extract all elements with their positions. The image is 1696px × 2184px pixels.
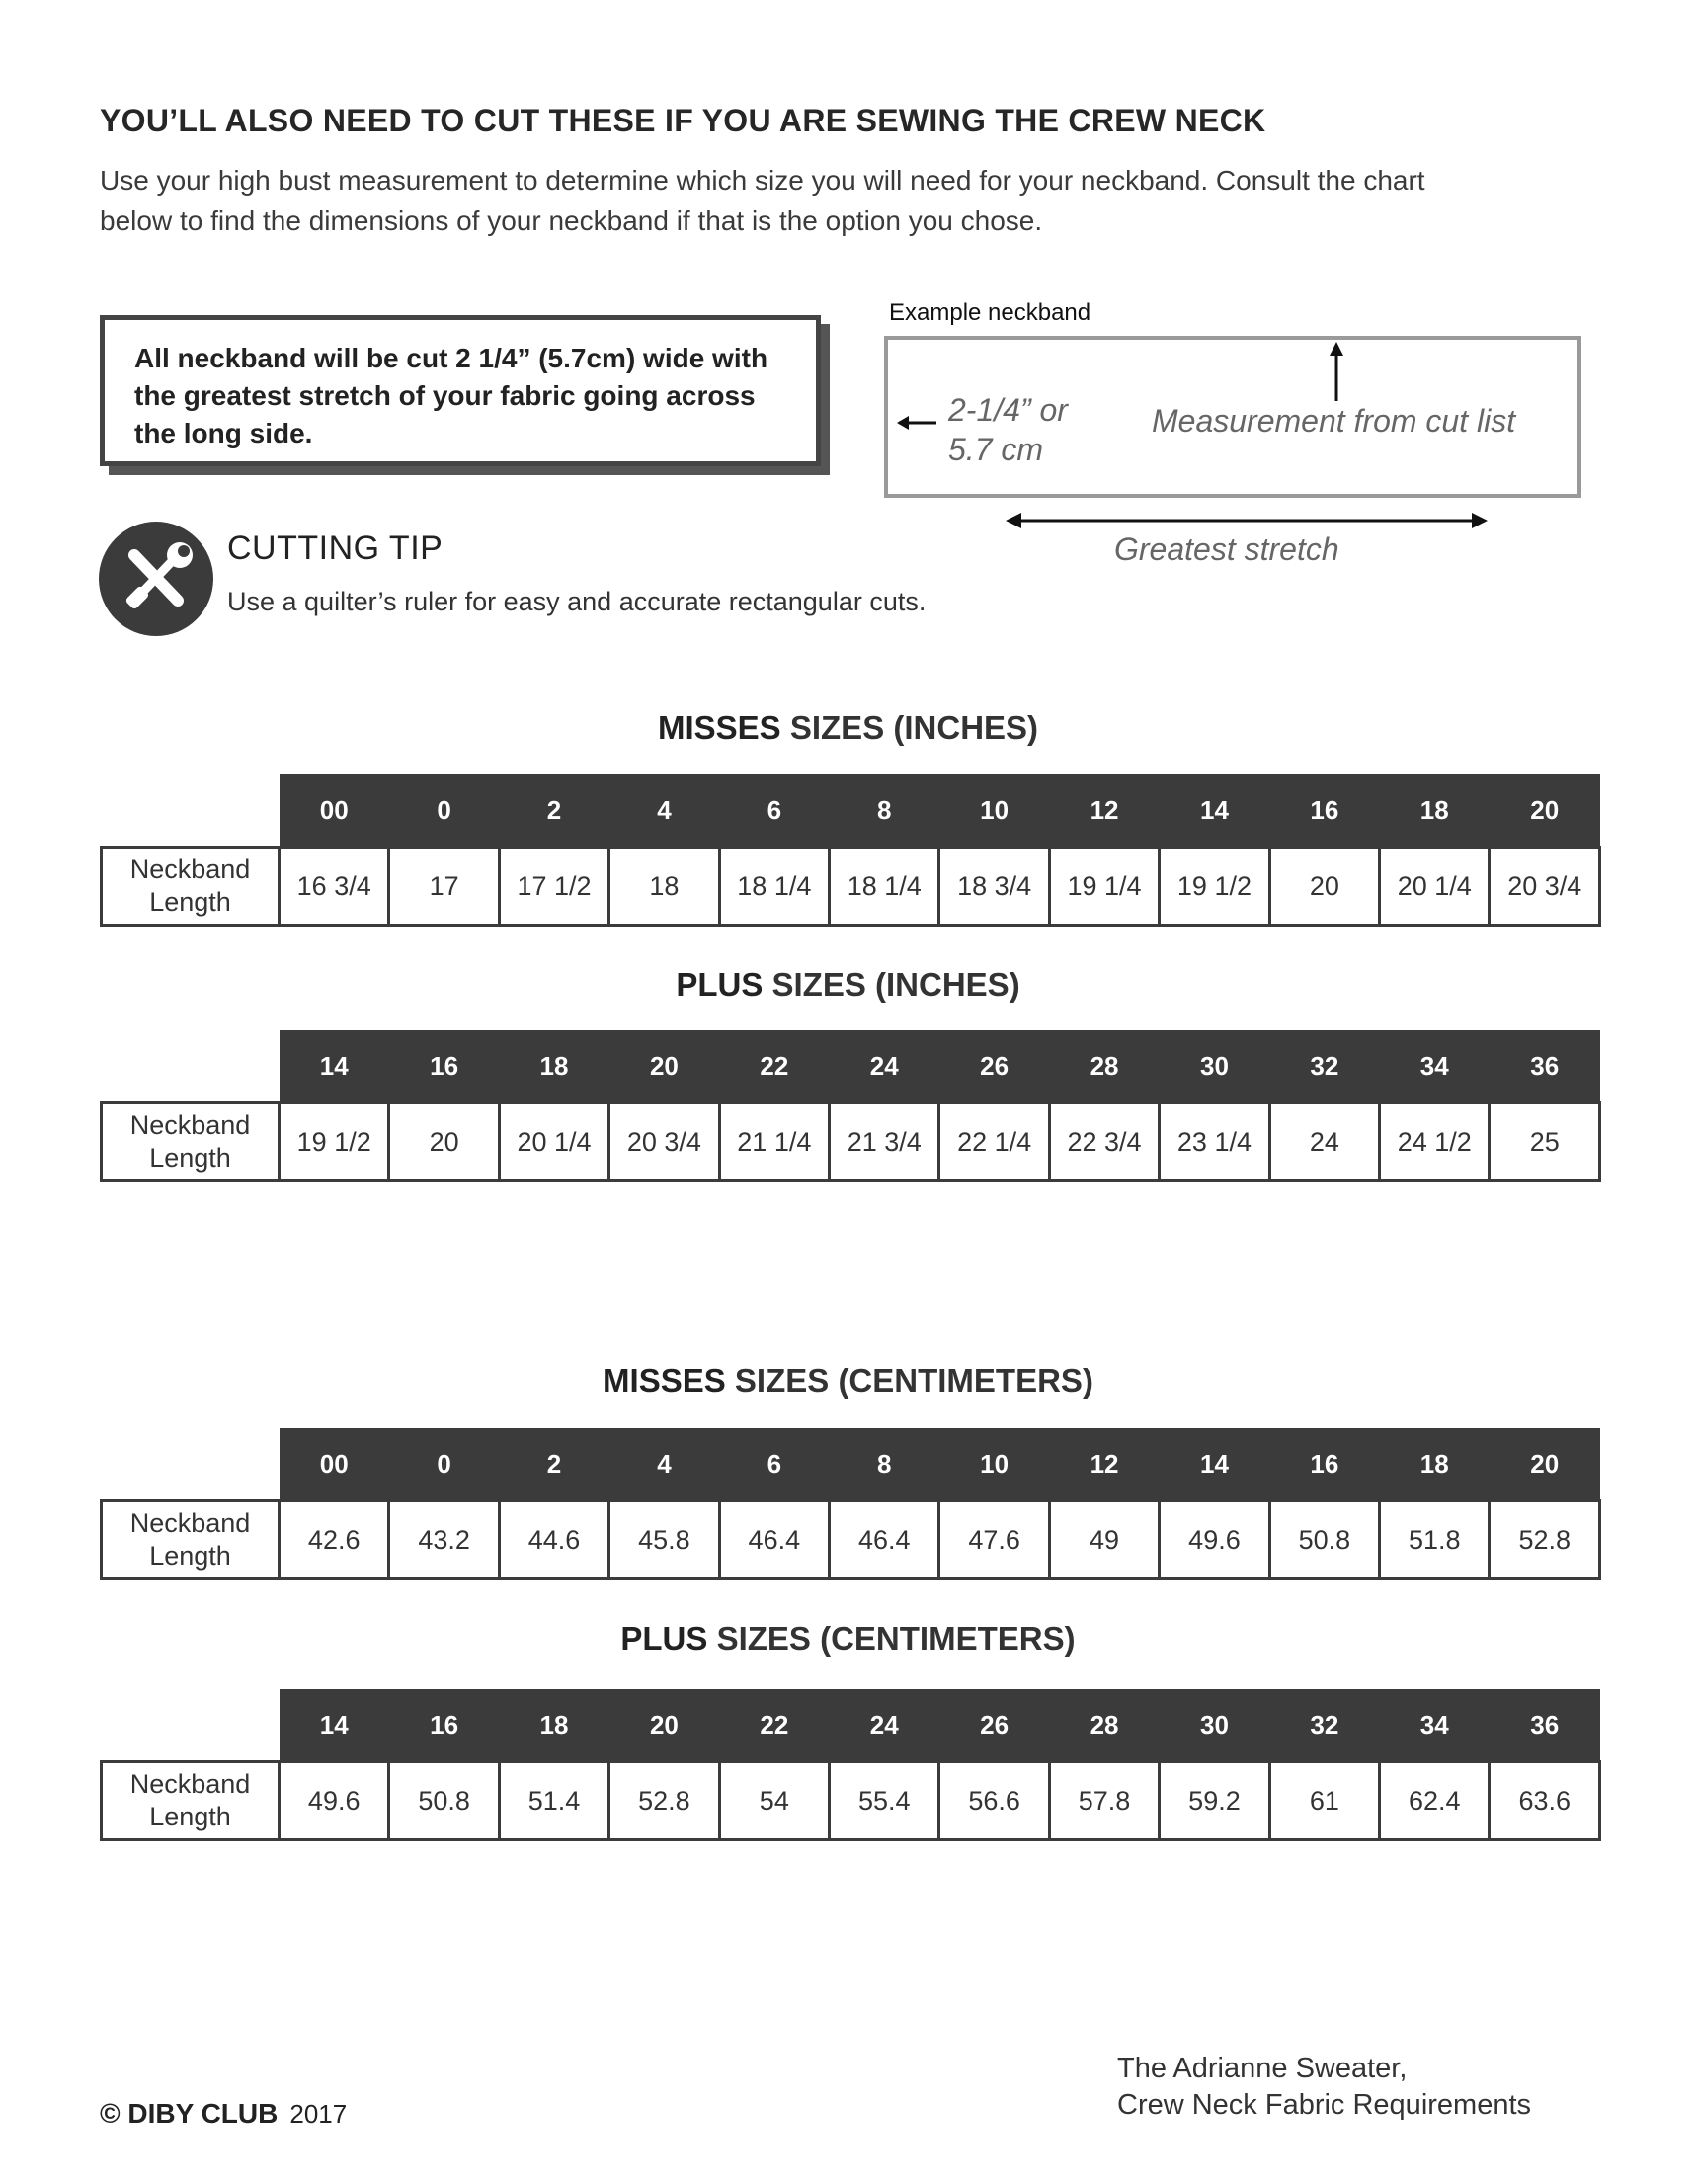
neckband-length-cell: 17 [389,848,499,926]
size-table-plus-centimeters [100,1689,1601,1841]
size-header-row [102,1030,1600,1103]
size-table-misses-inches [100,774,1601,927]
size-table-misses-centimeters [100,1428,1601,1580]
tools-icon [99,522,213,636]
size-header-cell: 0 [389,774,499,848]
neckband-length-cell: 54 [719,1762,829,1840]
neckband-length-cell: 18 3/4 [939,848,1049,926]
footer-line-2: Crew Neck Fabric Requirements [1117,2089,1532,2121]
table-title-plus-centimeters [0,1620,1696,1658]
width-line-1: 2-1/4” or [948,392,1068,428]
size-header-cell: 12 [1049,1428,1159,1501]
row-label [102,848,280,926]
neckband-length-cell: 20 [1269,848,1379,926]
row-label-line-2: Length [149,1541,231,1571]
example-neckband-label: Example neckband [889,299,1091,326]
table-title-misses-inches [0,709,1696,747]
neckband-length-cell: 21 3/4 [830,1103,939,1181]
size-header-cell: 28 [1049,1689,1159,1762]
size-header-cell: 8 [830,1428,939,1501]
row-label-line-1: Neckband [129,1110,251,1140]
title-bold: MISSES [603,1362,726,1399]
size-header-cell: 20 [609,1030,719,1103]
table-title-plus-inches [0,966,1696,1004]
size-header-cell: 20 [1490,774,1600,848]
neckband-length-cell: 19 1/4 [1049,848,1159,926]
neckband-length-cell: 43.2 [389,1501,499,1579]
size-header-cell: 6 [719,1428,829,1501]
size-header-cell: 18 [1380,1428,1490,1501]
neckband-length-cell: 19 1/2 [280,1103,389,1181]
size-header-row [102,1689,1600,1762]
neckband-length-cell: 22 3/4 [1049,1103,1159,1181]
neckband-length-cell: 52.8 [609,1762,719,1840]
callout-line-1: All neckband will be cut 2 1/4” (5.7cm) wide with [134,343,768,373]
neckband-length-cell: 25 [1490,1103,1600,1181]
neckband-length-cell: 63.6 [1490,1762,1600,1840]
size-header-cell: 2 [499,1428,608,1501]
neckband-length-cell: 51.8 [1380,1501,1490,1579]
title-bold: MISSES [657,709,781,746]
callout-line-2: the greatest stretch of your fabric going across [134,380,756,411]
row-label-line-1: Neckband [129,1769,251,1799]
size-header-cell: 14 [1160,1428,1269,1501]
size-header-cell: 34 [1380,1689,1490,1762]
neckband-length-row [102,1103,1600,1181]
neckband-length-cell: 23 1/4 [1160,1103,1269,1181]
size-header-cell: 14 [280,1689,389,1762]
neckband-length-row [102,1501,1600,1579]
neckband-length-cell: 62.4 [1380,1762,1490,1840]
size-header-cell: 30 [1160,1689,1269,1762]
neckband-length-cell: 20 1/4 [499,1103,608,1181]
neckband-length-cell: 55.4 [830,1762,939,1840]
neckband-length-cell: 18 [609,848,719,926]
intro-line-2: below to find the dimensions of your neckband if that is the option you chose. [100,205,1043,236]
size-header-cell: 24 [830,1689,939,1762]
neckband-length-cell: 18 1/4 [830,848,939,926]
row-label-line-2: Length [149,887,231,917]
title-rest: SIZES (INCHES) [780,709,1039,746]
length-dimension-text: Measurement from cut list [1152,403,1516,439]
neckband-length-cell: 46.4 [719,1501,829,1579]
wrench-screwdriver-icon [99,522,213,636]
neckband-length-cell: 20 3/4 [1490,848,1600,926]
size-header-cell: 20 [609,1689,719,1762]
size-header-cell: 18 [499,1030,608,1103]
neckband-length-cell: 52.8 [1490,1501,1600,1579]
size-header-cell: 22 [719,1689,829,1762]
size-header-cell: 22 [719,1030,829,1103]
neckband-length-row [102,1762,1600,1840]
title-bold: PLUS [620,1620,708,1657]
size-header-cell: 36 [1490,1030,1600,1103]
size-header-cell: 12 [1049,774,1159,848]
row-label [102,1762,280,1840]
size-header-cell: 10 [939,1428,1049,1501]
title-bold: PLUS [676,966,764,1003]
table-title-misses-centimeters [0,1362,1696,1400]
neckband-length-cell: 46.4 [830,1501,939,1579]
size-header-cell: 2 [499,774,608,848]
neckband-length-cell: 20 3/4 [609,1103,719,1181]
neckband-length-cell: 59.2 [1160,1762,1269,1840]
cutting-tip-title: CUTTING TIP [227,529,444,567]
neckband-length-cell: 21 1/4 [719,1103,829,1181]
neckband-length-cell: 49.6 [280,1762,389,1840]
size-header-cell: 18 [499,1689,608,1762]
size-header-cell: 14 [280,1030,389,1103]
diby-club-logo [100,2098,347,2130]
neckband-length-cell: 19 1/2 [1160,848,1269,926]
arrow-up-icon [1330,342,1343,401]
size-header-cell: 4 [609,1428,719,1501]
neckband-length-cell: 20 1/4 [1380,848,1490,926]
size-header-cell: 16 [1269,1428,1379,1501]
neckband-length-cell: 49 [1049,1501,1159,1579]
neckband-length-cell: 20 [389,1103,499,1181]
arrow-double-horizontal-icon [1006,513,1488,528]
size-table-plus-inches [100,1030,1601,1182]
header-blank [102,1689,280,1762]
size-header-cell: 14 [1160,774,1269,848]
size-header-cell: 26 [939,1689,1049,1762]
neckband-length-cell: 49.6 [1160,1501,1269,1579]
row-label-line-1: Neckband [129,1508,251,1538]
neckband-length-cell: 24 1/2 [1380,1103,1490,1181]
neckband-length-cell: 24 [1269,1103,1379,1181]
row-label-line-2: Length [149,1143,231,1173]
size-header-cell: 28 [1049,1030,1159,1103]
width-line-2: 5.7 cm [948,432,1044,467]
neckband-length-cell: 22 1/4 [939,1103,1049,1181]
neckband-length-row [102,848,1600,926]
title-rest: SIZES (INCHES) [763,966,1020,1003]
size-header-cell: 00 [280,1428,389,1501]
header-blank [102,774,280,848]
neckband-length-cell: 17 1/2 [499,848,608,926]
neckband-length-cell: 56.6 [939,1762,1049,1840]
copyright-year: 2017 [289,2099,348,2129]
size-header-cell: 16 [389,1689,499,1762]
arrow-left-icon [897,416,936,430]
neckband-length-cell: 57.8 [1049,1762,1159,1840]
neckband-length-cell: 51.4 [499,1762,608,1840]
header-blank [102,1428,280,1501]
callout-line-3: the long side. [134,418,313,448]
logo-text: © DIBY CLUB [100,2098,279,2129]
size-header-cell: 30 [1160,1030,1269,1103]
title-rest: SIZES (CENTIMETERS) [707,1620,1076,1657]
size-header-cell: 00 [280,774,389,848]
document-title-footer [1117,2051,1531,2124]
neckband-length-cell: 42.6 [280,1501,389,1579]
size-header-cell: 34 [1380,1030,1490,1103]
size-header-cell: 4 [609,774,719,848]
header-blank [102,1030,280,1103]
size-header-cell: 20 [1490,1428,1600,1501]
cutting-tip-text: Use a quilter’s ruler for easy and accurate rectangular cuts. [227,587,927,616]
neckband-length-cell: 16 3/4 [280,848,389,926]
neckband-length-cell: 44.6 [499,1501,608,1579]
size-header-cell: 32 [1269,1030,1379,1103]
neckband-length-cell: 18 1/4 [719,848,829,926]
neckband-length-cell: 61 [1269,1762,1379,1840]
size-header-cell: 24 [830,1030,939,1103]
size-header-cell: 26 [939,1030,1049,1103]
size-header-cell: 16 [389,1030,499,1103]
stretch-direction-text: Greatest stretch [1114,531,1339,567]
size-header-cell: 16 [1269,774,1379,848]
row-label [102,1103,280,1181]
neckband-length-cell: 47.6 [939,1501,1049,1579]
row-label-line-2: Length [149,1802,231,1831]
size-header-cell: 6 [719,774,829,848]
row-label-line-1: Neckband [129,854,251,884]
size-header-cell: 10 [939,774,1049,848]
diagram-arrows [0,0,1696,612]
neckband-length-cell: 50.8 [389,1762,499,1840]
size-header-cell: 18 [1380,774,1490,848]
title-rest: SIZES (CENTIMETERS) [725,1362,1093,1399]
page-heading: YOU’LL ALSO NEED TO CUT THESE IF YOU ARE SEWING THE CREW NECK [100,103,1266,138]
width-dimension-text [948,390,1068,469]
neckband-length-cell: 50.8 [1269,1501,1379,1579]
size-header-row [102,1428,1600,1501]
footer-line-1: The Adrianne Sweater, [1117,2053,1408,2084]
size-header-cell: 32 [1269,1689,1379,1762]
size-header-cell: 8 [830,774,939,848]
neckband-length-cell: 45.8 [609,1501,719,1579]
size-header-cell: 0 [389,1428,499,1501]
intro-line-1: Use your high bust measurement to determine which size you will need for your neckband. Consult the chart [100,165,1425,196]
size-header-row [102,774,1600,848]
row-label [102,1501,280,1579]
size-header-cell: 36 [1490,1689,1600,1762]
